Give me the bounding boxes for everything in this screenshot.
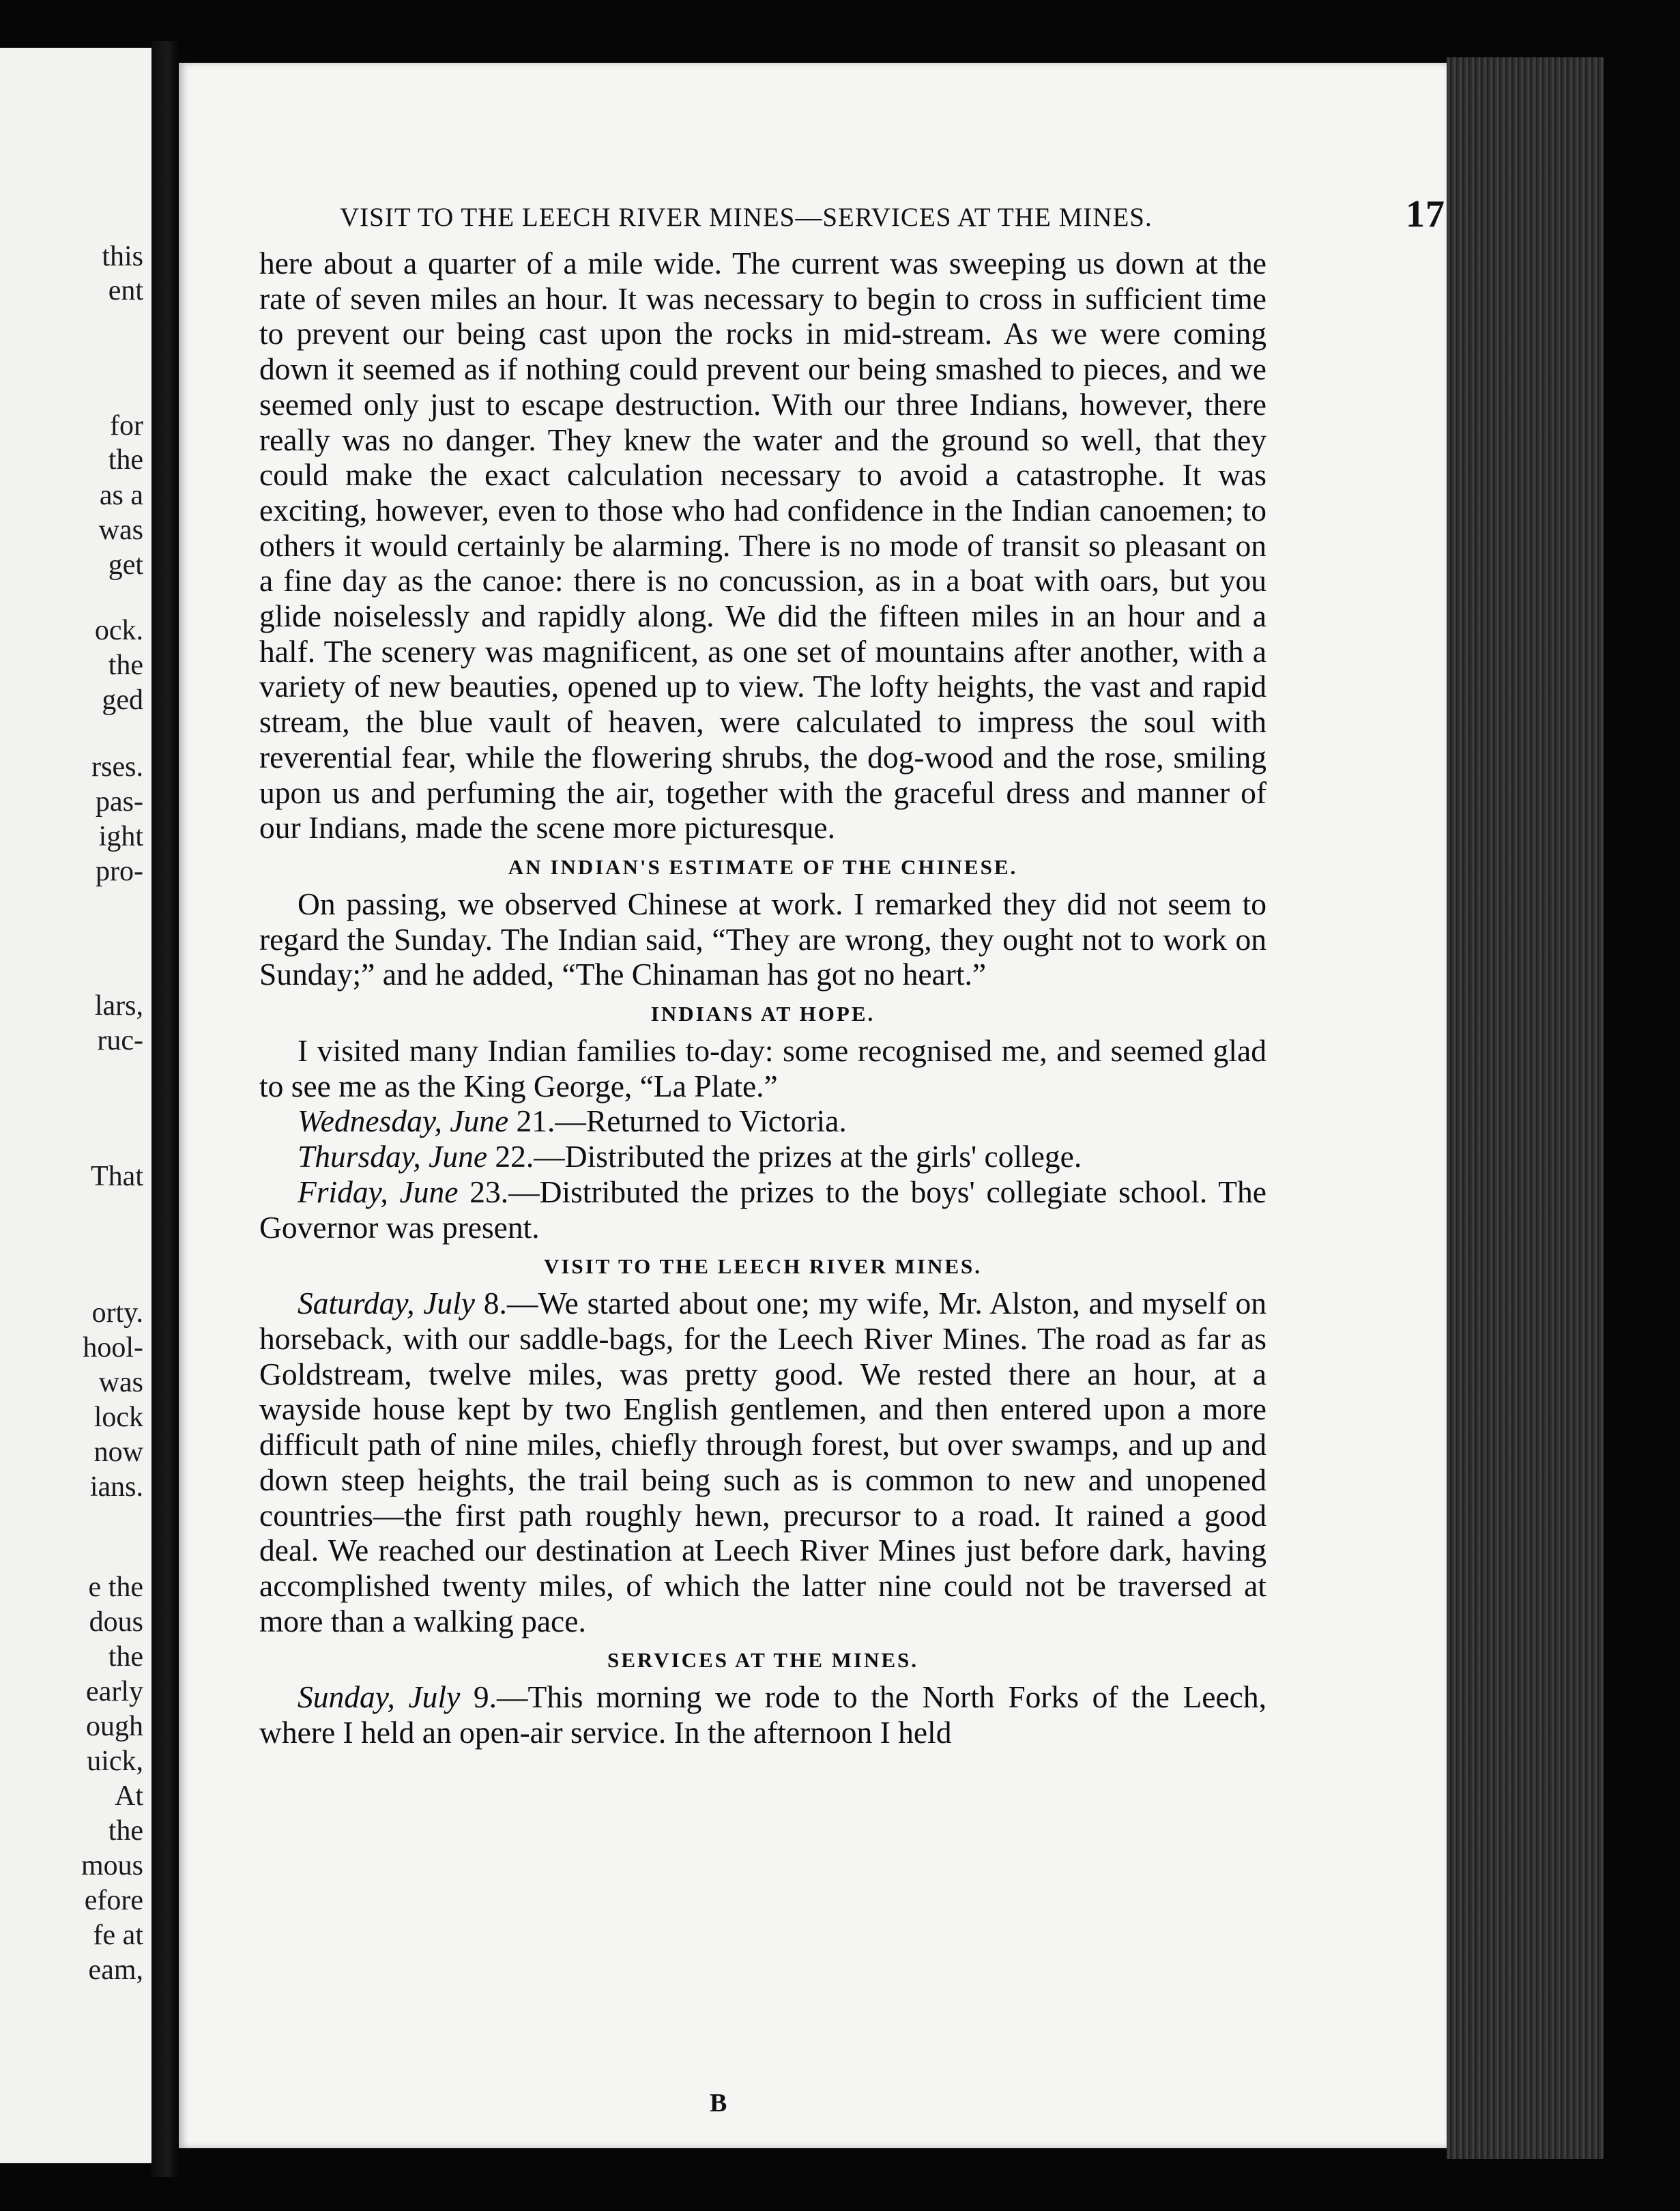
diary-entry-july-9 [259,1679,1266,1750]
left-page-fragment: e the [88,1572,143,1603]
left-page-fragment: ock. [94,615,143,646]
entry-date: Thursday, June [298,1139,488,1174]
left-page-fragment: orty. [91,1297,143,1329]
left-page-fragment: pro- [96,856,143,887]
left-page-fragment: get [108,549,143,581]
section-heading-services: SERVICES AT THE MINES. [607,1648,918,1673]
left-page-fragment: the [108,650,143,681]
left-page-fragment: the [108,1815,143,1847]
left-page-fragment: early [86,1676,143,1707]
page-edges [1447,57,1604,2159]
book-gutter [151,41,179,2177]
left-page-fragment: lock [93,1402,143,1433]
diary-entry-june-22 [259,1139,1266,1174]
paragraph-canoe-journey: here about a quarter of a mile wide. The current was sweeping us down at the rate of seven miles an hour. It was necessary to begin to cross in sufficient time to prevent our being cast upon the rocks in mid-stream. As we were coming down it seemed as if nothing could prevent our being smashed to pieces, and we seemed only just to escape destruction. With our three Indians, however, there really was no danger. They knew the water and the ground so well, that they could make the exact calculation necessary to avoid a catastrophe. It was exciting, however, even to those who had confidence in the Indian canoemen; to others it would certainly be alarming. There is no mode of transit so pleasant on a fine day as the canoe: there is no concussion, as in a boat with oars, but you glide noiselessly and rapidly along. We did the fifteen miles in an hour and a half. The scenery was magnificent, as one set of mountains after another, with a variety of new beauties, opened up to view. The lofty heights, the vast and rapid stream, the blue vault of heaven, were calculated to impress the soul with reverential fear, while the flowering shrubs, the dog-wood and the rose, smiling upon us and perfuming the air, together with the graceful dress and manner of our Indians, made the scene more picturesque. [259,246,1266,846]
left-page-fragment: fe at [93,1920,143,1951]
section-heading-indians-at-hope: INDIANS AT HOPE. [650,1002,875,1026]
left-page-fragment: mous [81,1850,143,1881]
left-page-fragment: ight [98,821,143,852]
left-page-fragment: ruc- [97,1025,143,1056]
left-page-fragment: efore [84,1885,143,1916]
entry-text: 23.—Distributed the prizes to the boys' collegiate school. The Governor was present. [259,1174,1266,1245]
running-head: VISIT TO THE LEECH RIVER MINES—SERVICES AT THE MINES. [340,203,1153,232]
diary-entry-june-21 [259,1103,1266,1139]
entry-text: 8.—We started about one; my wife, Mr. Alston, and myself on horseback, with our saddle-bags, for the Leech River Mines. The road as far as Goldstream, twelve miles, was pretty good. We rested there an hour, at a wayside house kept by two English gentlemen, and then entered upon a more difficult path of nine miles, chiefly through forest, but over swamps, and up and down steep heights, the trail being such as is common to new and unopened countries—the first path roughly hewn, precursor to a road. It rained a good deal. We reached our destination at Leech River Mines just before dark, having accomplished twenty miles, of which the latter nine could not be traversed at more than a walking pace. [259,1286,1266,1638]
left-page-fragment: ough [86,1711,143,1742]
right-page [179,63,1447,2148]
left-page-fragment: ent [108,275,143,306]
left-page-fragment: was [98,515,143,546]
left-page-fragment: lars, [94,990,143,1022]
entry-text: 9.—This morning we rode to the North Forks of the Leech, where I held an open-air service. In the afternoon I held [259,1679,1266,1750]
left-page-fragment: as a [99,480,143,511]
entry-date: Sunday, July [298,1679,461,1715]
left-page-fragment: ged [102,684,143,716]
left-facing-page [0,48,151,2163]
entry-date: Friday, June [298,1174,459,1209]
left-page-fragment: ians. [89,1471,143,1503]
entry-text: 21.—Returned to Victoria. [508,1103,847,1139]
page-body [259,246,1266,1750]
left-page-fragment: pas- [96,786,143,818]
left-page-fragment: eam, [88,1954,143,1986]
left-page-fragment: dous [89,1606,143,1638]
left-page-fragment: uick, [87,1746,143,1777]
entry-text: 22.—Distributed the prizes at the girls' college. [487,1139,1082,1174]
paragraph-indian-families: I visited many Indian families to-day: some recognised me, and seemed glad to see me as the King George, “La Plate.” [259,1033,1266,1103]
left-page-fragment: That [91,1161,143,1192]
left-page-fragment: hool- [83,1332,143,1363]
left-page-fragment: rses. [91,751,143,783]
left-page-fragment: for [110,410,143,442]
left-page-fragment: At [115,1780,143,1812]
entry-date: Saturday, July [298,1286,475,1321]
diary-entry-july-8 [259,1286,1266,1638]
scan-border [1604,27,1680,2211]
left-page-fragment: the [108,444,143,476]
section-heading-leech-river: VISIT TO THE LEECH RIVER MINES. [543,1254,982,1279]
page-header [340,192,1445,240]
entry-date: Wednesday, June [298,1103,509,1139]
left-page-fragment: now [93,1436,143,1468]
paragraph-chinese-at-work: On passing, we observed Chinese at work. I remarked they did not seem to regard the Sunday. The Indian said, “They are wrong, they ought not to work on Sunday;” and he added, “The Chinaman has got no heart.” [259,886,1266,992]
page-number: 17 [1406,193,1445,235]
diary-entry-june-23 [259,1174,1266,1245]
left-page-fragment: this [102,241,143,272]
signature-mark: B [710,2089,727,2118]
left-page-fragment: was [98,1367,143,1398]
section-heading-indian-estimate: AN INDIAN'S ESTIMATE OF THE CHINESE. [508,854,1018,879]
left-page-fragment: the [108,1641,143,1673]
